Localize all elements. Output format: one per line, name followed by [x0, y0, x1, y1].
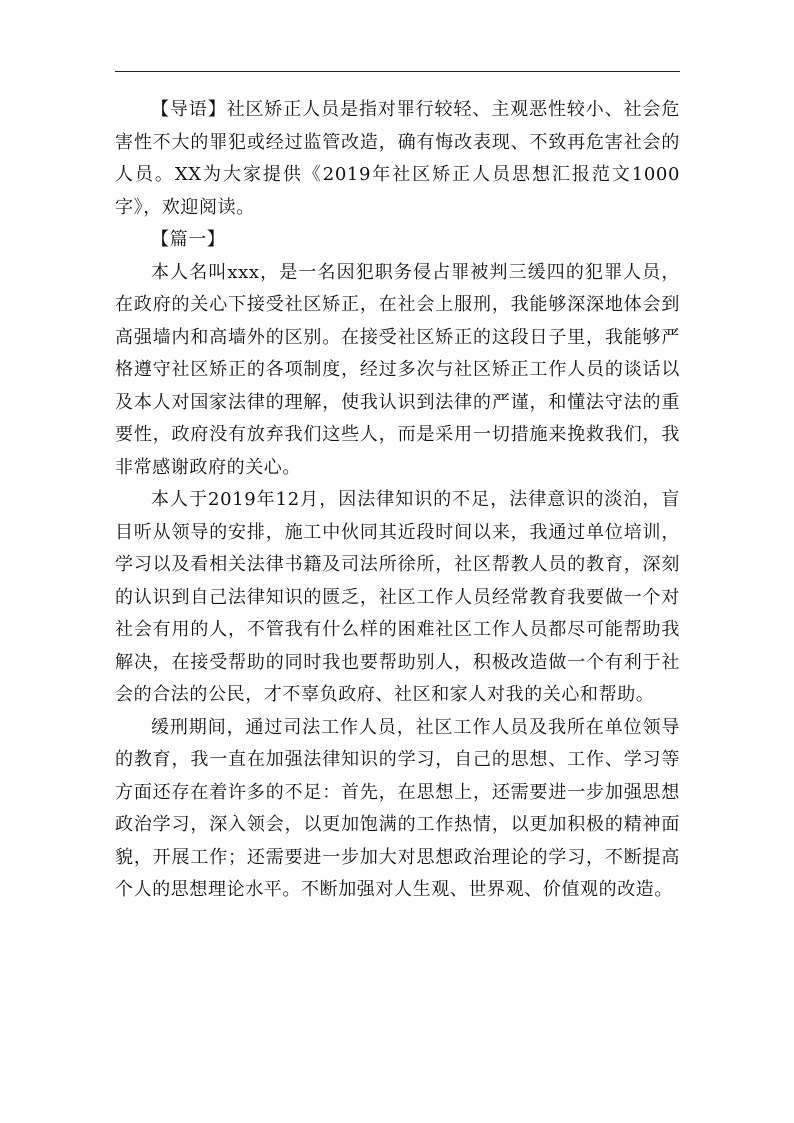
body-paragraph-2: 本人于2019年12月，因法律知识的不足，法律意识的淡泊，盲目听从领导的安排，施工中伙同其近段时间以来，我通过单位培训，学习以及看相关法律书籍及司法所徐所，社区帮教人员的教育，深刻的认识到自己法律知识的匮乏，社区工作人员经常教育我要做一个对社会有用的人，不管我有什么样的困难社区工作人员都尽可能帮助我解决，在接受帮助的同时我也要帮助别人，积极改造做一个有利于社会的合法的公民，才不辜负政府、社区和家人对我的关心和帮助。 — [115, 489, 680, 705]
intro-paragraph: 【导语】社区矫正人员是指对罪行较轻、主观恶性较小、社会危害性不大的罪犯或经过监管改造，确有悔改表现、不致再危害社会的人员。XX为大家提供《2019年社区矫正人员思想汇报范文1000字》，欢迎阅读。 — [115, 99, 680, 218]
document-body — [115, 94, 680, 907]
body-paragraph-3: 缓刑期间，通过司法工作人员，社区工作人员及我所在单位领导的教育，我一直在加强法律知识的学习，自己的思想、工作、学习等方面还存在着许多的不足：首先，在思想上，还需要进一步加强思想政治学习，深入领会，以更加饱满的工作热情，以更加积极的精神面貌，开展工作；还需要进一步加大对思想政治理论的学习，不断提高个人的思想理论水平。不断加强对人生观、世界观、价值观的改造。 — [115, 716, 680, 900]
body-paragraph-1: 本人名叫xxx，是一名因犯职务侵占罪被判三缓四的犯罪人员，在政府的关心下接受社区矫正，在社会上服刑，我能够深深地体会到高强墙内和高墙外的区别。在接受社区矫正的这段日子里，我能够严格遵守社区矫正的各项制度，经过多次与社区矫正工作人员的谈话以及本人对国家法律的理解，使我认识到法律的严谨，和懂法守法的重要性，政府没有放弃我们这些人，而是采用一切措施来挽救我们，我非常感谢政府的关心。 — [115, 261, 680, 478]
section-heading: 【篇一】 — [151, 229, 226, 250]
header-divider — [115, 71, 680, 72]
